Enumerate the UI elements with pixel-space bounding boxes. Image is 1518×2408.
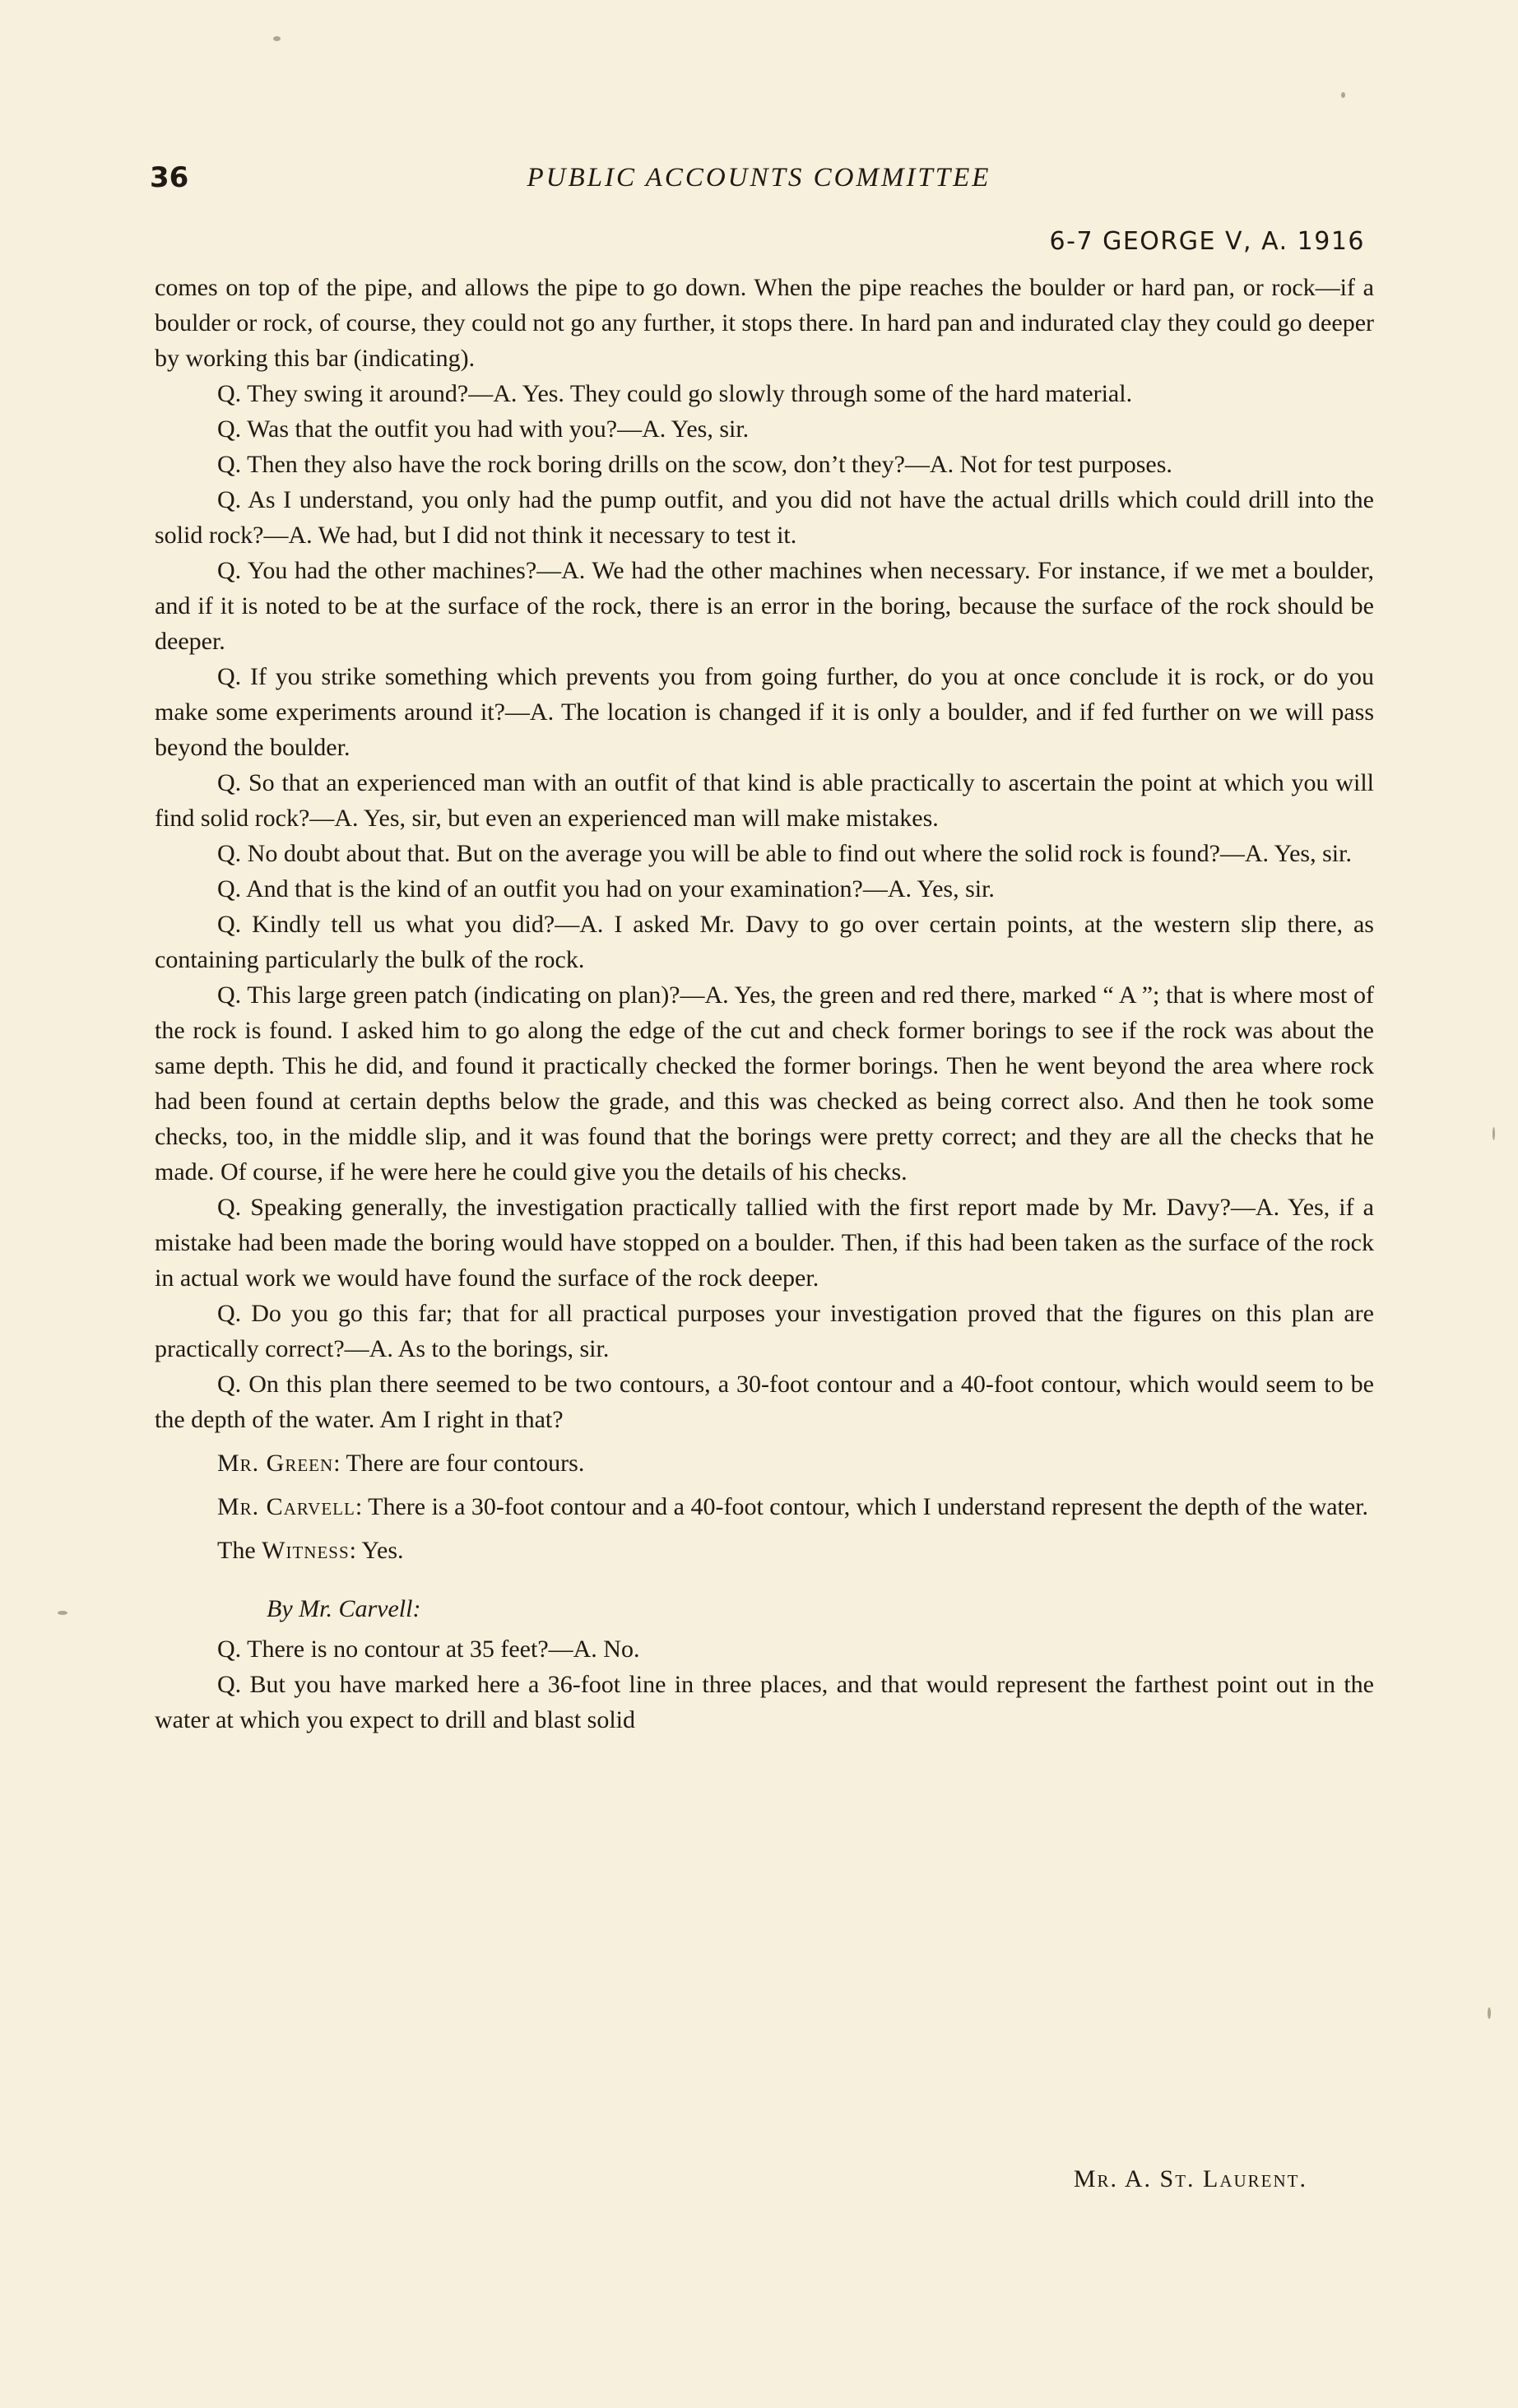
page-number: 36 <box>150 161 189 194</box>
speaker-prefix: The <box>217 1537 256 1564</box>
speaker-text: : There are four contours. <box>333 1450 585 1477</box>
paragraph: Q. No doubt about that. But on the average you will be able to find out where the solid rock is found?—A. Yes, sir. <box>217 840 1352 867</box>
paragraph: Q. Do you go this far; that for all practical purposes your investigation proved that the figures on this plan are practically correct?—A. As to the borings, sir. <box>155 1300 1374 1362</box>
paper-speck <box>1341 92 1345 98</box>
speaker-name: Mr. Green <box>217 1450 334 1477</box>
paper-speck <box>58 1611 67 1615</box>
paper-speck <box>1488 2007 1491 2019</box>
paragraph: Q. But you have marked here a 36-foot line in three places, and that would represent the farthest point out in the water at which you expect to drill and blast solid <box>155 1671 1374 1733</box>
paragraph: Q. As I understand, you only had the pump outfit, and you did not have the actual drills which could drill into the solid rock?—A. We had, but I did not think it necessary to test it. <box>155 486 1374 549</box>
speaker-paragraph <box>155 1533 1374 1568</box>
paper-speck <box>273 36 281 41</box>
paragraph: comes on top of the pipe, and allows the pipe to go down. When the pipe reaches the boulder or hard pan, or rock—if a boulder or rock, of course, they could not go any further, it stops there. In hard pan and indurated clay they could go deeper by working this bar (indicating). <box>155 274 1374 372</box>
paragraph: Q. This large green patch (indicating on plan)?—A. Yes, the green and red there, marked “ A ”; that is where most of the rock is found. I asked him to go along the edge of the cut and check former borings to see if the rock was about the same depth. This he did, and found it practically checked the former borings. Then he went beyond the area where rock had been found at certain depths below the grade, and this was checked as being correct also. And then he took some checks, too, in the middle slip, and it was found that the borings were pretty correct; and they are all the checks that he made. Of course, if he were here he could give you the details of his checks. <box>155 981 1374 1185</box>
paragraph: Q. On this plan there seemed to be two contours, a 30-foot contour and a 40-foot contour, which would seem to be the depth of the water. Am I right in that? <box>155 1371 1374 1433</box>
paragraph: Q. So that an experienced man with an outfit of that kind is able practically to ascertain the point at which you will find solid rock?—A. Yes, sir, but even an experienced man will make mistakes. <box>155 769 1374 832</box>
speaker-text: : Yes. <box>349 1537 404 1564</box>
speaker-name: Witness <box>262 1537 350 1564</box>
paragraph: Q. If you strike something which prevents you from going further, do you at once conclude it is rock, or do you make some experiments around it?—A. The location is changed if it is only a boulder, and if fed further on we will pass beyond the boulder. <box>155 663 1374 761</box>
speaker-text: : There is a 30-foot contour and a 40-foot contour, which I understand represent the depth of the water. <box>355 1493 1369 1520</box>
paragraph: Q. Was that the outfit you had with you?—A. Yes, sir. <box>217 415 750 443</box>
session-line: 6-7 GEORGE V, A. 1916 <box>1049 227 1365 256</box>
paragraph: Q. Speaking generally, the investigation practically tallied with the first report made by Mr. Davy?—A. Yes, if a mistake had been made the boring would have stopped on a boulder. Then, if this had been taken as the surface of the rock in actual work we would have found the surface of the rock deeper. <box>155 1194 1374 1292</box>
speaker-paragraph <box>155 1445 1374 1481</box>
paragraph: Q. And that is the kind of an outfit you had on your examination?—A. Yes, sir. <box>217 875 995 902</box>
speaker-paragraph <box>155 1489 1374 1524</box>
paragraph: Q. You had the other machines?—A. We had the other machines when necessary. For instance, if we met a boulder, and if it is noted to be at the surface of the rock, there is an error in the boring, because the surface of the rock should be deeper. <box>155 557 1374 655</box>
paper-speck <box>1492 1127 1495 1140</box>
speaker-name: Mr. Carvell <box>217 1493 355 1520</box>
testimony-body <box>155 270 1374 1738</box>
witness-name-footer: Mr. A. St. Laurent. <box>1073 2165 1307 2192</box>
running-head: PUBLIC ACCOUNTS COMMITTEE <box>527 163 991 193</box>
paragraph: Q. Then they also have the rock boring drills on the scow, don’t they?—A. Not for test purposes. <box>217 451 1172 478</box>
paragraph: Q. Kindly tell us what you did?—A. I asked Mr. Davy to go over certain points, at the western slip there, as containing particularly the bulk of the rock. <box>155 911 1374 973</box>
paragraph: Q. There is no contour at 35 feet?—A. No. <box>217 1635 640 1663</box>
paragraph: Q. They swing it around?—A. Yes. They could go slowly through some of the hard material. <box>217 380 1133 407</box>
examiner-byline: By Mr. Carvell: <box>267 1595 421 1622</box>
